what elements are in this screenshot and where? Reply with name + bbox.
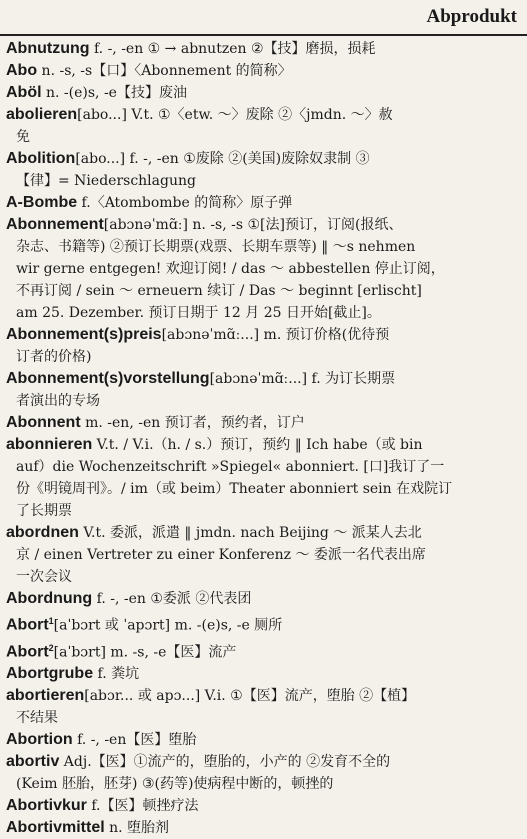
entry-lemma: abolieren: [6, 106, 78, 123]
dictionary-entry: [6, 522, 521, 588]
dictionary-entry: [6, 685, 521, 729]
entry-lemma: abonnieren: [6, 436, 93, 453]
dictionary-entry: [6, 729, 521, 751]
entry-definition: V.t. 委派，派遣 ‖ jmdn. nach Beijing ～ 派某人去北: [78, 525, 422, 541]
entry-definition: [abo...] f. -, -en ①废除 ②(美国)废除奴隶制 ③: [75, 151, 370, 167]
dictionary-entry: [6, 817, 521, 839]
entry-definition-continued: 了长期票: [16, 503, 72, 519]
entry-lemma: Abonnent: [6, 414, 81, 431]
entry-lemma: abordnen: [6, 524, 79, 541]
entry-list: [0, 36, 527, 839]
entry-definition: f. 粪坑: [93, 666, 140, 683]
entry-definition-continued: (Keim 胚胎，胚芽) ③(药等)使病程中断的，顿挫的: [16, 776, 334, 793]
homograph-number: 1: [48, 616, 54, 626]
entry-definition: [abɔr... 或 apɔ...] V.i. ①【医】流产，堕胎 ②【植】: [84, 688, 416, 705]
dictionary-entry: [6, 214, 521, 324]
dictionary-entry: [6, 82, 521, 104]
dictionary-entry: [6, 104, 521, 148]
entry-definition-continued: auf）die Wochenzeitschrift »Spiegel« abonniert. [口]我订了一: [16, 459, 445, 475]
entry-lemma: Abortion: [6, 731, 73, 749]
dictionary-entry: [6, 588, 521, 610]
entry-lemma: Abortivkur: [6, 797, 87, 815]
dictionary-entry: [6, 38, 521, 60]
entry-definition-continued: 杂志、书籍等) ②预订长期票(戏票、长期车票等) ‖ ～s nehmen: [16, 239, 416, 255]
entry-lemma: Abortgrube: [6, 665, 94, 683]
entry-lemma: Abolition: [6, 150, 76, 167]
entry-lemma: abortiv: [6, 753, 60, 771]
entry-definition-continued: wir gerne entgegen! 欢迎订阅! / das ～ abbestellen 停止订阅，: [16, 261, 445, 277]
entry-definition: [abɔnəˈmɑ̃ː] n. -s, -s ①[法]预订，订阅(报纸、: [103, 217, 403, 233]
entry-definition-continued: 京 / einen Vertreter zu einer Konferenz ～ 委派一名代表出席: [16, 547, 426, 563]
entry-definition: [aˈbɔrt] m. -s, -e【医】流产: [53, 644, 237, 661]
dictionary-entry: [6, 434, 521, 522]
entry-definition-continued: 份《明镜周刊》。/ im（或 beim）Theater abonniert sein 在戏院订: [16, 481, 453, 497]
entry-definition-continued: am 25. Dezember. 预订日期于 12 月 25 日开始[截止]。: [16, 305, 381, 321]
entry-definition: [abɔnəˈmɑ̃ː...] f. 为订长期票: [209, 371, 396, 387]
entry-lemma: A-Bombe: [6, 194, 78, 211]
entry-definition: n. -s, -s【口】〈Abonnement 的简称〉: [37, 63, 292, 79]
dictionary-entry: [6, 610, 521, 637]
entry-definition-continued: 一次会议: [16, 569, 72, 585]
entry-lemma: Abonnement(s)preis: [6, 326, 162, 343]
dictionary-entry: [6, 663, 521, 685]
entry-definition-continued: 订者的价格): [16, 349, 92, 365]
entry-definition: f. -, -en ①委派 ②代表团: [92, 591, 252, 607]
entry-definition-continued: 免: [16, 129, 30, 145]
dictionary-entry: [6, 192, 521, 214]
entry-definition: [aˈbɔrt 或 ˈapɔrt] m. -(e)s, -e 厕所: [53, 617, 283, 634]
entry-definition: n. 堕胎剂: [104, 820, 170, 837]
entry-lemma: Abonnement(s)vorstellung: [6, 370, 210, 387]
dictionary-entry: [6, 60, 521, 82]
entry-lemma: Abortivmittel: [6, 819, 105, 837]
entry-definition: [abɔnəˈmɑ̃ː...] m. 预订价格(优待预: [161, 327, 390, 343]
entry-definition: V.t. / V.i.（h. / s.）预订，预约 ‖ Ich habe（或 bin: [92, 437, 423, 453]
entry-definition: Adj.【医】①流产的，堕胎的，小产的 ②发育不全的: [59, 754, 391, 771]
entry-lemma: Abordnung: [6, 590, 93, 607]
entry-lemma: Abort: [6, 643, 49, 661]
entry-definition: [abo...] V.t. ①〈etw. ～〉废除 ②〈jmdn. ～〉赦: [77, 107, 393, 123]
entry-definition: f.【医】顿挫疗法: [86, 798, 199, 815]
dictionary-entry: [6, 637, 521, 664]
dictionary-entry: [6, 148, 521, 192]
entry-definition-continued: 不结果: [16, 710, 58, 727]
entry-lemma: Abnutzung: [6, 40, 90, 57]
entry-definition: n. -(e)s, -e【技】废油: [41, 85, 187, 101]
dictionary-entry: [6, 412, 521, 434]
entry-lemma: Abo: [6, 62, 38, 79]
entry-definition-continued: 【律】= Niederschlagung: [16, 173, 196, 189]
entry-definition: f.〈Atombombe 的简称〉原子弹: [77, 195, 293, 211]
entry-definition: m. -en, -en 预订者，预约者，订户: [80, 415, 305, 431]
entry-lemma: Abort: [6, 616, 49, 634]
entry-lemma: Abonnement: [6, 216, 104, 233]
page-header: [0, 0, 527, 36]
entry-definition-continued: 不再订阅 / sein ～ erneuern 续订 / Das ～ beginnt [erlischt]: [16, 283, 422, 299]
entry-definition: f. -, -en ① → abnutzen ②【技】磨损，损耗: [89, 41, 376, 57]
entry-definition-continued: 者演出的专场: [16, 393, 100, 409]
running-headword: Abprodukt: [426, 6, 517, 27]
dictionary-entry: [6, 751, 521, 795]
dictionary-entry: [6, 795, 521, 817]
entry-lemma: abortieren: [6, 687, 85, 705]
dictionary-entry: [6, 324, 521, 368]
dictionary-entry: [6, 368, 521, 412]
entry-lemma: Aböl: [6, 84, 42, 101]
entry-definition: f. -, -en【医】堕胎: [72, 732, 197, 749]
homograph-number: 2: [48, 642, 54, 653]
